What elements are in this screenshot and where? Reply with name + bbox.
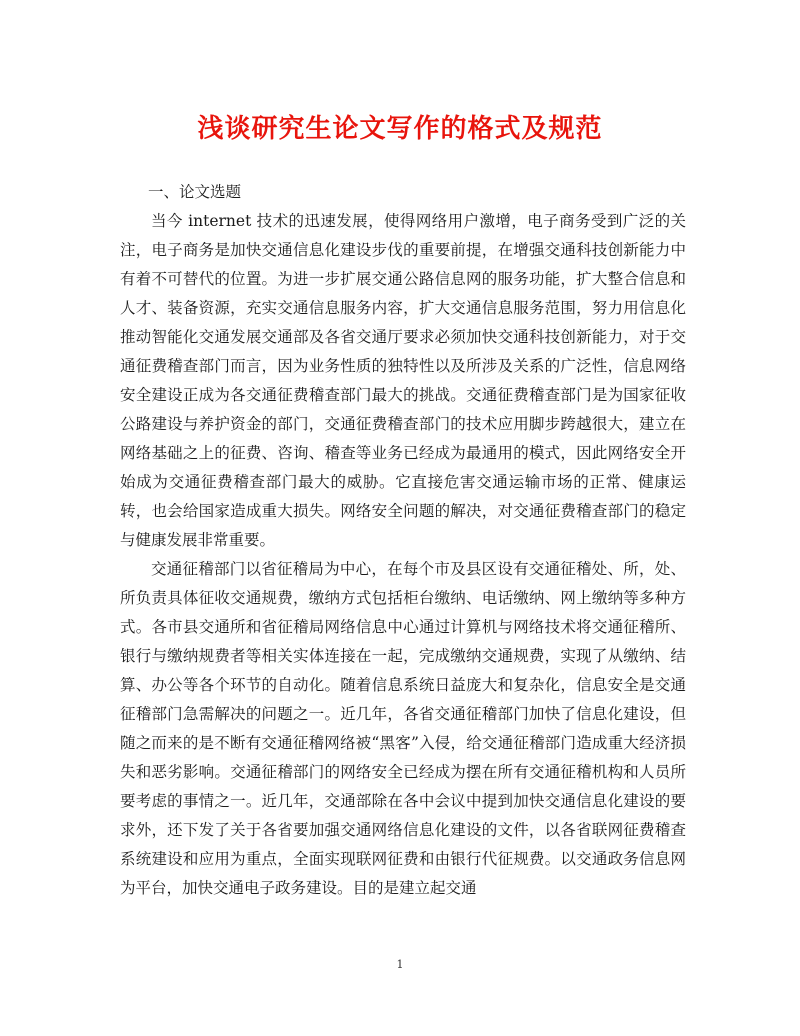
- section-heading: 一、论文选题: [148, 183, 242, 201]
- document-title: 浅谈研究生论文写作的格式及规范: [197, 114, 603, 144]
- page-number: 1: [396, 958, 404, 971]
- paragraph-2: 交通征稽部门以省征稽局为中心，在每个市及县区设有交通征稽处、所，处、所负责具体征收交通规费，缴纳方式包括柜台缴纳、电话缴纳、网上缴纳等多种方式。各市县交通所和省征稽局网络信息中心通过计算机与网络技术将交通征稽所、银行与缴纳规费者等相关实体连接在一起，完成缴纳交通规费，实现了从缴纳、结算、办公等各个环节的自动化。随着信息系统日益庞大和复杂化，信息安全是交通征稽部门急需解决的问题之一。近几年，各省交通征稽部门加快了信息化建设，但随之而来的是不断有交通征稽网络被“黑客”入侵，给交通征稽部门造成重大经济损失和恶劣影响。交通征稽部门的网络安全已经成为摆在所有交通征稽机构和人员所要考虑的事情之一。近几年，交通部除在各中会议中提到加快交通信息化建设的要求外，还下发了关于各省要加强交通网络信息化建设的文件，以各省联网征费稽查系统建设和应用为重点，全面实现联网征费和由银行代征规费。以交通政务信息网为平台，加快交通电子政务建设。目的是建立起交通: [120, 560, 686, 897]
- body-text: [120, 207, 686, 903]
- paragraph-1: 当今 internet 技术的迅速发展，使得网络用户激增，电子商务受到广泛的关注，电子商务是加快交通信息化建设步伐的重要前提，在增强交通科技创新能力中有着不可替代的位置。为进一步扩展交通公路信息网的服务功能，扩大整合信息和人才、装备资源，充实交通信息服务内容，扩大交通信息服务范围，努力用信息化推动智能化交通发展交通部及各省交通厅要求必须加快交通科技创新能力，对于交通征费稽查部门而言，因为业务性质的独特性以及所涉及关系的广泛性，信息网络安全建设正成为各交通征费稽查部门最大的挑战。交通征费稽查部门是为国家征收公路建设与养护资金的部门，交通征费稽查部门的技术应用脚步跨越很大，建立在网络基础之上的征费、咨询、稽查等业务已经成为最通用的模式，因此网络安全开始成为交通征费稽查部门最大的威胁。它直接危害交通运输市场的正常、健康运转，也会给国家造成重大损失。网络安全问题的解决，对交通征费稽查部门的稳定与健康发展非常重要。: [120, 212, 686, 549]
